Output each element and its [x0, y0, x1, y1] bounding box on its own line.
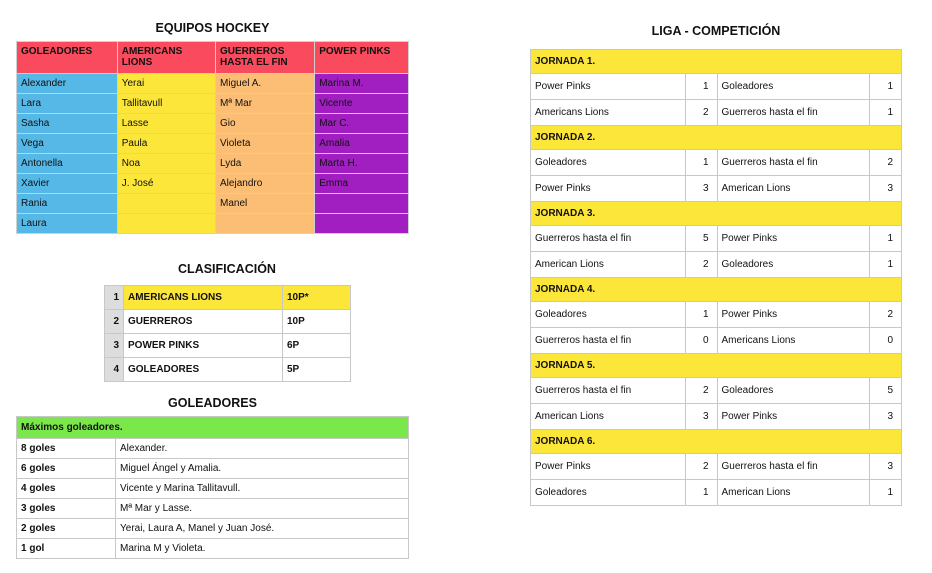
liga-away-team: Power Pinks	[717, 404, 870, 430]
liga-away-team: Guerreros hasta el fin	[717, 100, 870, 126]
clasificacion-position: 3	[105, 334, 124, 358]
goleadores-names: Vicente y Marina Tallitavull.	[116, 479, 409, 499]
goleadores-header: Máximos goleadores.	[17, 417, 409, 439]
equipos-cell: Lasse	[117, 114, 215, 134]
liga-away-team: Power Pinks	[717, 226, 870, 252]
liga-jornada-row	[531, 278, 902, 302]
liga-away-score: 0	[870, 328, 902, 354]
liga-home-team: American Lions	[531, 404, 686, 430]
liga-jornada-label: JORNADA 2.	[531, 126, 902, 150]
liga-home-score: 1	[685, 150, 717, 176]
equipos-cell: Rania	[17, 194, 118, 214]
liga-away-team: Goleadores	[717, 74, 870, 100]
goleadores-goals: 6 goles	[17, 459, 116, 479]
liga-jornada-row	[531, 354, 902, 378]
liga-title: LIGA - COMPETICIÓN	[651, 24, 781, 38]
goleadores-row	[17, 439, 409, 459]
equipos-row	[17, 194, 409, 214]
equipos-header-cell: AMERICANS LIONS	[117, 42, 215, 74]
liga-home-team: Power Pinks	[531, 74, 686, 100]
equipos-row	[17, 174, 409, 194]
clasificacion-team: POWER PINKS	[124, 334, 283, 358]
liga-home-team: Goleadores	[531, 480, 686, 506]
liga-match-row	[531, 378, 902, 404]
liga-home-score: 2	[685, 454, 717, 480]
liga-jornada-label: JORNADA 5.	[531, 354, 902, 378]
liga-away-score: 3	[870, 404, 902, 430]
liga-jornada-label: JORNADA 1.	[531, 50, 902, 74]
liga-match-row	[531, 150, 902, 176]
liga-home-team: Power Pinks	[531, 176, 686, 202]
liga-away-team: Guerreros hasta el fin	[717, 150, 870, 176]
goleadores-row	[17, 479, 409, 499]
liga-away-team: Power Pinks	[717, 302, 870, 328]
clasificacion-row	[105, 310, 351, 334]
equipos-row	[17, 114, 409, 134]
liga-away-score: 1	[870, 226, 902, 252]
liga-home-score: 1	[685, 74, 717, 100]
liga-match-row	[531, 480, 902, 506]
clasificacion-position: 2	[105, 310, 124, 334]
clasificacion-row	[105, 334, 351, 358]
equipos-row	[17, 74, 409, 94]
equipos-cell	[216, 214, 315, 234]
liga-match-row	[531, 100, 902, 126]
liga-home-team: American Lions	[531, 252, 686, 278]
liga-away-score: 2	[870, 150, 902, 176]
goleadores-header-row	[17, 417, 409, 439]
equipos-cell: Marina M.	[315, 74, 409, 94]
equipos-row	[17, 154, 409, 174]
liga-home-score: 3	[685, 176, 717, 202]
goleadores-row	[17, 459, 409, 479]
liga-home-team: Guerreros hasta el fin	[531, 378, 686, 404]
liga-match-row	[531, 74, 902, 100]
liga-home-score: 3	[685, 404, 717, 430]
clasificacion-points: 10P	[283, 310, 351, 334]
goleadores-names: Mª Mar y Lasse.	[116, 499, 409, 519]
equipos-cell: Vega	[17, 134, 118, 154]
goleadores-goals: 2 goles	[17, 519, 116, 539]
equipos-cell: J. José	[117, 174, 215, 194]
equipos-cell: Antonella	[17, 154, 118, 174]
liga-home-score: 1	[685, 302, 717, 328]
liga-jornada-row	[531, 202, 902, 226]
goleadores-row	[17, 499, 409, 519]
liga-match-row	[531, 454, 902, 480]
liga-jornada-label: JORNADA 4.	[531, 278, 902, 302]
liga-match-row	[531, 404, 902, 430]
liga-home-team: Guerreros hasta el fin	[531, 226, 686, 252]
liga-jornada-row	[531, 50, 902, 74]
clasificacion-position: 4	[105, 358, 124, 382]
equipos-cell: Yerai	[117, 74, 215, 94]
liga-away-score: 5	[870, 378, 902, 404]
liga-match-row	[531, 252, 902, 278]
liga-home-score: 1	[685, 480, 717, 506]
equipos-cell: Xavier	[17, 174, 118, 194]
equipos-title: EQUIPOS HOCKEY	[155, 21, 270, 35]
liga-home-score: 2	[685, 100, 717, 126]
liga-home-score: 0	[685, 328, 717, 354]
clasificacion-position: 1	[105, 286, 124, 310]
equipos-cell: Gio	[216, 114, 315, 134]
clasificacion-team: AMERICANS LIONS	[124, 286, 283, 310]
equipos-cell: Sasha	[17, 114, 118, 134]
liga-away-team: Goleadores	[717, 378, 870, 404]
equipos-header-cell: GOLEADORES	[17, 42, 118, 74]
goleadores-goals: 1 gol	[17, 539, 116, 559]
liga-home-score: 2	[685, 378, 717, 404]
equipos-cell: Marta H.	[315, 154, 409, 174]
liga-table	[530, 49, 902, 506]
clasificacion-points: 6P	[283, 334, 351, 358]
equipos-row	[17, 214, 409, 234]
liga-away-score: 2	[870, 302, 902, 328]
liga-away-team: Americans Lions	[717, 328, 870, 354]
equipos-cell: Mª Mar	[216, 94, 315, 114]
goleadores-names: Yerai, Laura A, Manel y Juan José.	[116, 519, 409, 539]
liga-jornada-row	[531, 126, 902, 150]
liga-away-score: 1	[870, 252, 902, 278]
equipos-cell: Noa	[117, 154, 215, 174]
equipos-cell: Amalia	[315, 134, 409, 154]
goleadores-title: GOLEADORES	[168, 396, 257, 410]
liga-home-team: Power Pinks	[531, 454, 686, 480]
clasificacion-row	[105, 286, 351, 310]
liga-away-team: Goleadores	[717, 252, 870, 278]
liga-away-score: 1	[870, 100, 902, 126]
liga-jornada-row	[531, 430, 902, 454]
liga-home-score: 2	[685, 252, 717, 278]
liga-away-team: Guerreros hasta el fin	[717, 454, 870, 480]
equipos-cell: Vicente	[315, 94, 409, 114]
clasificacion-title: CLASIFICACIÓN	[178, 262, 276, 276]
goleadores-goals: 3 goles	[17, 499, 116, 519]
equipos-cell: Paula	[117, 134, 215, 154]
goleadores-row	[17, 539, 409, 559]
equipos-cell: Alejandro	[216, 174, 315, 194]
clasificacion-table	[104, 285, 351, 382]
liga-match-row	[531, 302, 902, 328]
liga-match-row	[531, 176, 902, 202]
equipos-cell: Emma	[315, 174, 409, 194]
equipos-cell	[117, 194, 215, 214]
equipos-cell: Lara	[17, 94, 118, 114]
liga-away-score: 3	[870, 176, 902, 202]
liga-home-team: Guerreros hasta el fin	[531, 328, 686, 354]
goleadores-table	[16, 416, 409, 559]
liga-home-team: Goleadores	[531, 302, 686, 328]
clasificacion-points: 5P	[283, 358, 351, 382]
equipos-cell	[315, 194, 409, 214]
equipos-table	[16, 41, 409, 234]
equipos-row	[17, 134, 409, 154]
equipos-cell: Manel	[216, 194, 315, 214]
goleadores-row	[17, 519, 409, 539]
liga-home-score: 5	[685, 226, 717, 252]
equipos-cell: Violeta	[216, 134, 315, 154]
liga-home-team: Americans Lions	[531, 100, 686, 126]
equipos-cell	[117, 214, 215, 234]
liga-jornada-label: JORNADA 3.	[531, 202, 902, 226]
equipos-header-cell: POWER PINKS	[315, 42, 409, 74]
equipos-cell: Lyda	[216, 154, 315, 174]
equipos-header-cell: GUERREROS HASTA EL FIN	[216, 42, 315, 74]
goleadores-names: Alexander.	[116, 439, 409, 459]
goleadores-goals: 8 goles	[17, 439, 116, 459]
equipos-cell: Tallitavull	[117, 94, 215, 114]
clasificacion-team: GUERREROS	[124, 310, 283, 334]
goleadores-goals: 4 goles	[17, 479, 116, 499]
liga-away-team: American Lions	[717, 176, 870, 202]
goleadores-names: Miguel Ángel y Amalia.	[116, 459, 409, 479]
liga-away-score: 1	[870, 74, 902, 100]
equipos-cell	[315, 214, 409, 234]
equipos-header-row	[17, 42, 409, 74]
equipos-cell: Mar C.	[315, 114, 409, 134]
goleadores-names: Marina M y Violeta.	[116, 539, 409, 559]
equipos-cell: Miguel A.	[216, 74, 315, 94]
liga-home-team: Goleadores	[531, 150, 686, 176]
equipos-row	[17, 94, 409, 114]
clasificacion-points: 10P*	[283, 286, 351, 310]
equipos-cell: Alexander	[17, 74, 118, 94]
equipos-cell: Laura	[17, 214, 118, 234]
liga-match-row	[531, 226, 902, 252]
clasificacion-row	[105, 358, 351, 382]
liga-match-row	[531, 328, 902, 354]
liga-jornada-label: JORNADA 6.	[531, 430, 902, 454]
clasificacion-team: GOLEADORES	[124, 358, 283, 382]
liga-away-team: American Lions	[717, 480, 870, 506]
liga-away-score: 3	[870, 454, 902, 480]
liga-away-score: 1	[870, 480, 902, 506]
